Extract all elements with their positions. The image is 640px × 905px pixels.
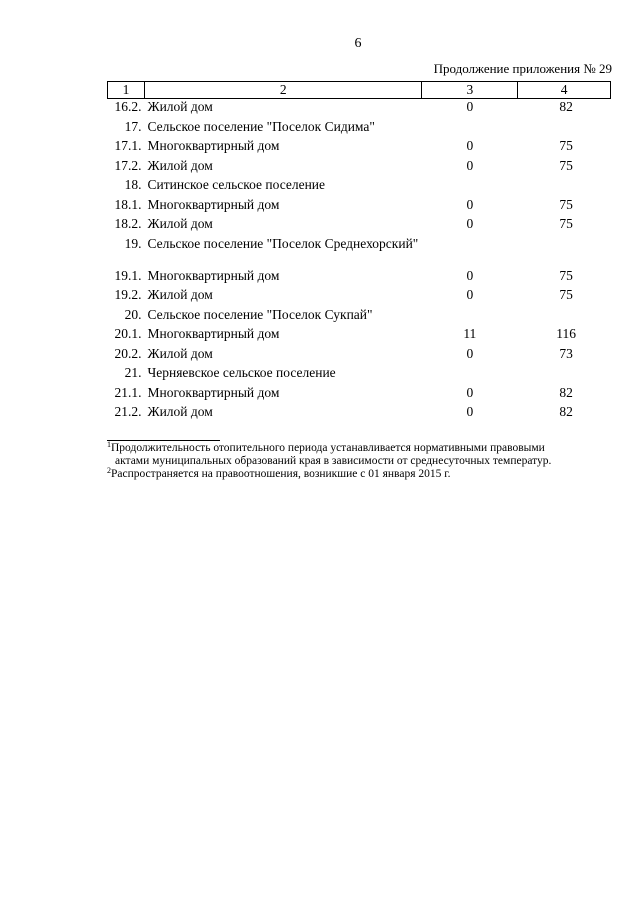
row-number: 21. [124, 365, 142, 380]
row-value-4 [518, 365, 611, 385]
row-number: 17.2. [114, 157, 142, 173]
row-value-3: 0 [466, 345, 474, 361]
row-value-4 [518, 236, 611, 268]
row-value-4: 116 [556, 326, 576, 341]
footnote-separator [107, 440, 220, 441]
table-row [108, 346, 611, 366]
row-name: Многоквартирный дом [147, 196, 280, 212]
table-row [108, 119, 611, 139]
footnote-2-text: Распространяется на правоотношения, возникшие с 01 января 2015 г. [111, 468, 451, 480]
row-number: 17.1. [114, 138, 142, 153]
header-col-3: 3 [422, 82, 518, 99]
footnote-1-line-2: актами муниципальных образований края в зависимости от среднесуточных температур. [115, 455, 552, 467]
table-row [108, 158, 611, 178]
row-value-4: 82 [559, 404, 573, 419]
row-number: 21.2. [114, 404, 142, 419]
table-row [108, 138, 611, 158]
table-row [108, 236, 611, 268]
row-name: Жилой дом [147, 157, 213, 173]
table-header-row [108, 82, 611, 99]
row-value-3: 0 [466, 216, 474, 231]
footnote-2-marker: 2 [107, 466, 111, 475]
table-row [108, 307, 611, 327]
table-row [108, 177, 611, 197]
row-value-3: 0 [466, 267, 474, 283]
row-value-4: 73 [559, 345, 573, 361]
row-name: Многоквартирный дом [147, 384, 280, 400]
row-number: 18.1. [114, 196, 142, 212]
row-number: 20. [124, 306, 142, 322]
row-name: Многоквартирный дом [147, 267, 280, 283]
row-name: Жилой дом [147, 99, 213, 114]
table-row [108, 99, 611, 119]
row-number: 18.2. [114, 216, 142, 231]
row-number: 19. [124, 235, 142, 251]
row-name: Сельское поселение "Поселок Сукпай" [147, 306, 373, 322]
row-name: Многоквартирный дом [147, 326, 280, 341]
footnote-2 [107, 468, 611, 481]
row-value-3 [422, 307, 518, 327]
table-row [108, 268, 611, 288]
row-name: Ситинское сельское поселение [147, 177, 326, 192]
row-name: Черняевское сельское поселение [147, 365, 336, 380]
row-value-4 [518, 307, 611, 327]
row-value-4: 82 [559, 99, 573, 114]
header-col-4: 4 [518, 82, 611, 99]
row-value-3 [422, 177, 518, 197]
table-row [108, 197, 611, 217]
row-number: 19.1. [114, 267, 142, 283]
row-value-4: 75 [559, 196, 573, 212]
page-number: 6 [354, 36, 362, 51]
row-value-4: 75 [559, 138, 573, 153]
row-number: 20.1. [114, 326, 142, 341]
row-value-4: 75 [559, 287, 573, 302]
footnote-1 [107, 442, 611, 468]
row-value-3: 0 [466, 287, 474, 302]
header-col-1: 1 [108, 82, 145, 99]
table-row [108, 287, 611, 307]
row-name: Сельское поселение "Поселок Среднехорский" [147, 235, 419, 251]
row-value-4: 75 [559, 267, 573, 283]
row-name: Жилой дом [147, 404, 213, 419]
table-row [108, 365, 611, 385]
row-number: 16.2. [114, 99, 142, 114]
table-row [108, 216, 611, 236]
row-value-3: 0 [466, 157, 474, 173]
row-value-3 [422, 365, 518, 385]
row-value-4: 75 [559, 216, 573, 231]
footnote-1-marker: 1 [107, 440, 111, 449]
row-value-4: 82 [559, 384, 573, 400]
row-value-3: 0 [466, 196, 474, 212]
footnotes [107, 442, 611, 481]
table-row [108, 404, 611, 424]
heating-period-table [107, 81, 611, 424]
row-value-4 [518, 177, 611, 197]
appendix-caption: Продолжение приложения № 29 [433, 61, 612, 76]
row-value-3: 0 [466, 404, 474, 419]
table-row [108, 326, 611, 346]
row-name: Многоквартирный дом [147, 138, 280, 153]
row-value-3: 0 [466, 99, 474, 114]
row-number: 21.1. [114, 384, 142, 400]
row-number: 17. [124, 118, 142, 134]
row-number: 20.2. [114, 345, 142, 361]
row-value-4 [518, 119, 611, 139]
footnote-1-line-1: Продолжительность отопительного периода устанавливается нормативными правовыми [111, 442, 545, 454]
row-value-3: 0 [466, 138, 474, 153]
row-name: Жилой дом [147, 216, 213, 231]
row-name: Сельское поселение "Поселок Сидима" [147, 118, 375, 134]
row-number: 18. [124, 177, 142, 192]
header-col-2: 2 [144, 82, 421, 99]
row-value-3: 11 [463, 326, 477, 341]
row-name: Жилой дом [147, 287, 213, 302]
row-value-3: 0 [466, 384, 474, 400]
row-value-4: 75 [559, 157, 573, 173]
row-number: 19.2. [114, 287, 142, 302]
table-row [108, 385, 611, 405]
row-name: Жилой дом [147, 345, 213, 361]
row-value-3 [422, 236, 518, 268]
row-value-3 [422, 119, 518, 139]
